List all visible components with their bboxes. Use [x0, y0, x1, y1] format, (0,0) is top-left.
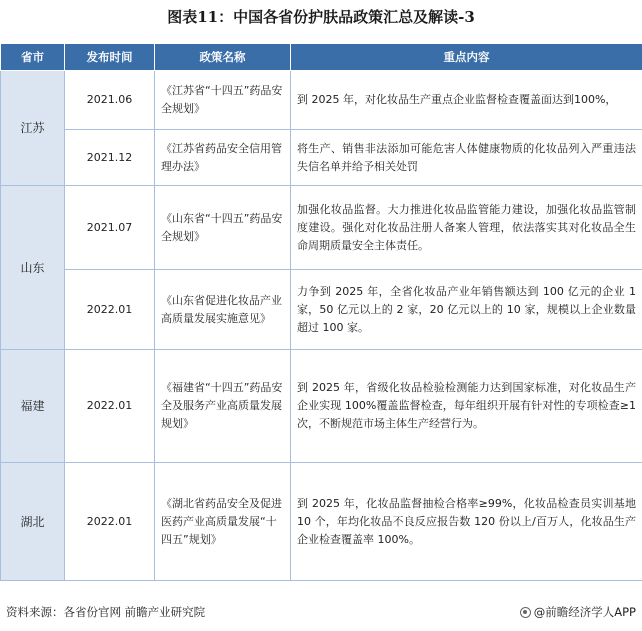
date-cell: 2021.07 [65, 186, 155, 270]
policy-name-cell: 《江苏省药品安全信用管理办法》 [155, 130, 291, 186]
province-cell: 福建 [1, 350, 65, 463]
column-header-policy: 政策名称 [155, 44, 291, 71]
content-cell: 到 2025 年，省级化妆品检验检测能力达到国家标准，对化妆品生产企业实现 100%覆盖监督检查，每年组织开展有针对性的专项检查≥1 次，不断规范市场主体生产经营行为。 [291, 350, 642, 463]
date-cell: 2022.01 [65, 350, 155, 463]
content-cell: 到 2025 年，化妆品监督抽检合格率≥99%，化妆品检查员实训基地 10 个，年均化妆品不良反应报告数 120 份以上/百万人，化妆品生产企业检查覆盖率 100%。 [291, 463, 642, 581]
province-cell: 山东 [1, 186, 65, 350]
policy-table [0, 43, 642, 581]
policy-name-cell: 《江苏省“十四五”药品安全规划》 [155, 71, 291, 130]
date-cell: 2021.06 [65, 71, 155, 130]
column-header-province: 省市 [1, 44, 65, 71]
table-row [1, 463, 642, 581]
chart-title: 图表11：中国各省份护肤品政策汇总及解读-3 [167, 8, 475, 26]
content-cell: 到 2025 年，对化妆品生产重点企业监督检查覆盖面达到100%， [291, 71, 642, 130]
policy-name-cell: 《山东省“十四五”药品安全规划》 [155, 186, 291, 270]
policy-name-cell: 《湖北省药品安全及促进医药产业高质量发展“十四五”规划》 [155, 463, 291, 581]
content-cell: 加强化妆品监督。大力推进化妆品监管能力建设，加强化妆品监管制度建设。强化对化妆品注册人备案人管理，依法落实其对化妆品全生命周期质量安全主体责任。 [291, 186, 642, 270]
content-cell: 力争到 2025 年，全省化妆品产业年销售额达到 100 亿元的企业 1 家，50 亿元以上的 2 家，20 亿元以上的 10 家，规模以上企业数量超过 100 家。 [291, 270, 642, 350]
table-row [1, 270, 642, 350]
content-cell: 将生产、销售非法添加可能危害人体健康物质的化妆品列入严重违法失信名单并给予相关处罚 [291, 130, 642, 186]
table-header-row [1, 44, 642, 71]
column-header-date: 发布时间 [65, 44, 155, 71]
table-row [1, 130, 642, 186]
date-cell: 2022.01 [65, 270, 155, 350]
source-note: 资料来源：各省份官网 前瞻产业研究院 [6, 605, 206, 619]
brand-label: @前瞻经济学人APP [533, 605, 636, 619]
column-header-content: 重点内容 [291, 44, 642, 71]
policy-name-cell: 《山东省促进化妆品产业高质量发展实施意见》 [155, 270, 291, 350]
brand-logo-icon [520, 607, 531, 618]
table-row [1, 186, 642, 270]
province-cell: 湖北 [1, 463, 65, 581]
date-cell: 2022.01 [65, 463, 155, 581]
province-cell: 江苏 [1, 71, 65, 186]
table-row [1, 350, 642, 463]
table-row [1, 71, 642, 130]
policy-name-cell: 《福建省“十四五”药品安全及服务产业高质量发展规划》 [155, 350, 291, 463]
date-cell: 2021.12 [65, 130, 155, 186]
brand-credit [520, 604, 636, 620]
